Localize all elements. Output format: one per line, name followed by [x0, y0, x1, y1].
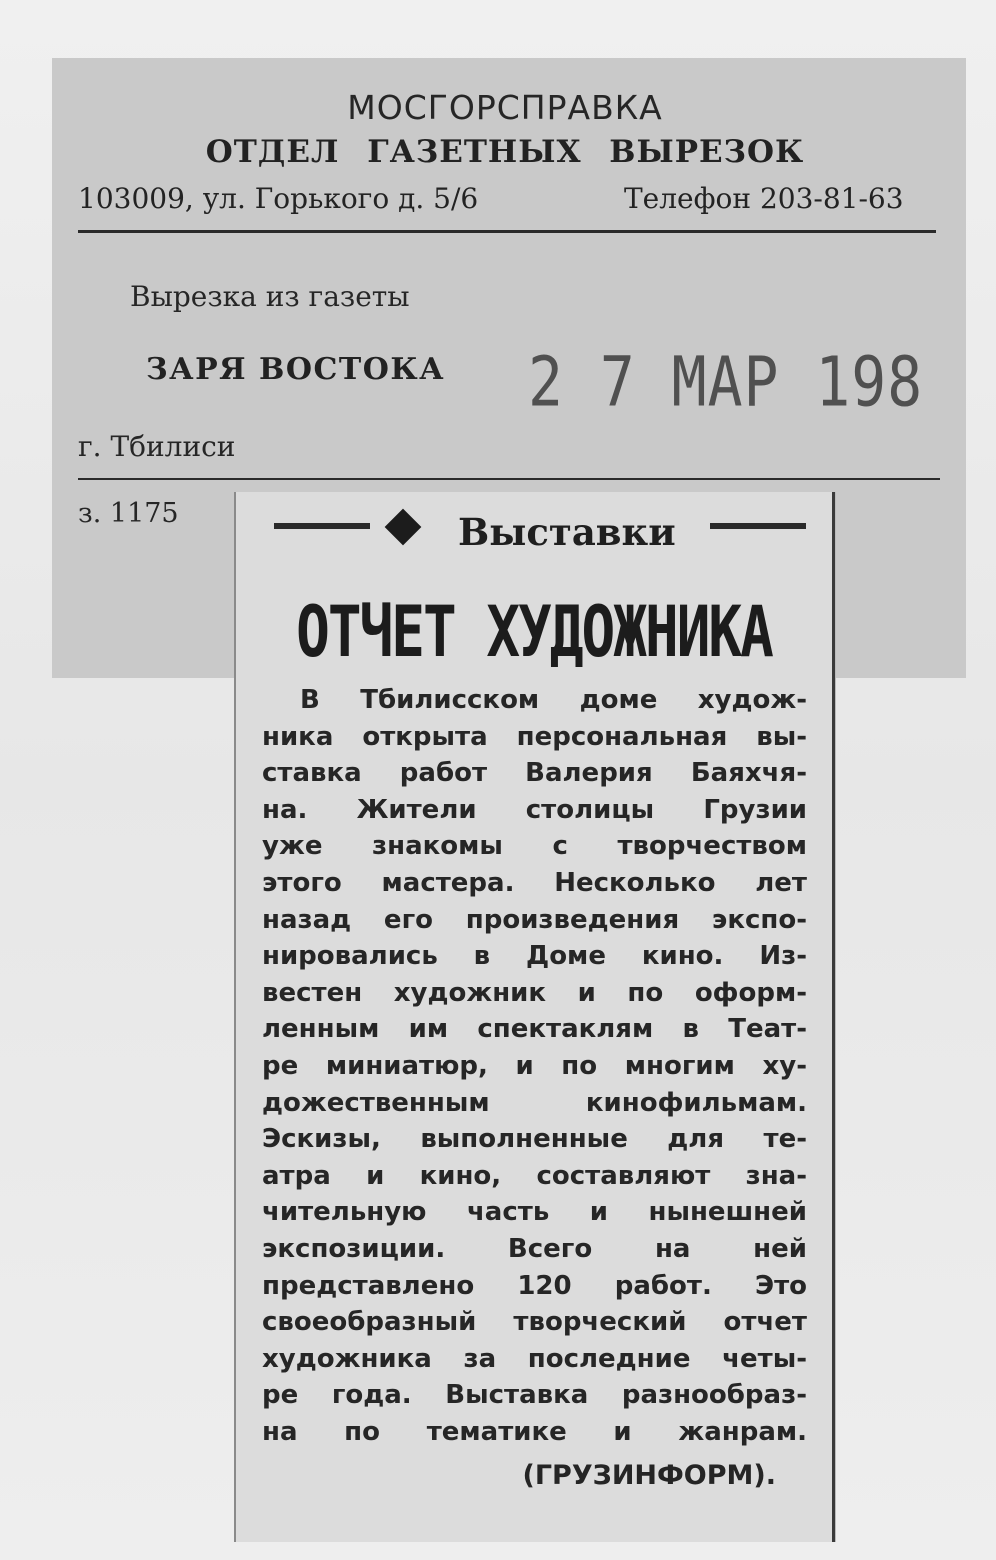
- article-line: на по тематике и жанрам.: [262, 1416, 807, 1447]
- rubric-title: Выставки: [458, 510, 676, 554]
- article-source: (ГРУЗИНФОРМ).: [522, 1460, 776, 1491]
- rubric-rule-right: [710, 523, 806, 529]
- phone-line: Телефон 203-81-63: [624, 182, 904, 215]
- address-line: 103009, ул. Горького д. 5/6: [78, 182, 479, 215]
- diamond-icon: [385, 509, 422, 546]
- article-line: нировались в Доме кино. Из-: [262, 941, 807, 972]
- clipping-from-label: Вырезка из газеты: [130, 280, 410, 313]
- article-line: вестен художник и по оформ-: [262, 977, 807, 1008]
- article-line: экспозиции. Всего на ней: [262, 1233, 807, 1264]
- article-line: уже знакомы с творчеством: [262, 831, 807, 862]
- article-line: дожественным кинофильмам.: [262, 1087, 807, 1118]
- article-line: представлено 120 работ. Это: [262, 1270, 807, 1301]
- department-name: ОТДЕЛ ГАЗЕТНЫХ ВЫРЕЗОК: [205, 134, 805, 170]
- order-number: з. 1175: [78, 498, 179, 529]
- rubric-rule-left: [274, 523, 370, 529]
- article-line: В Тбилисском доме худож-: [300, 685, 807, 715]
- rubric-header: [236, 510, 832, 566]
- header-divider: [78, 230, 936, 233]
- article-body: [262, 682, 807, 1450]
- article-line: назад его произведения экспо-: [262, 904, 807, 935]
- article-line: на. Жители столицы Грузии: [262, 794, 807, 825]
- article-headline: ОТЧЕТ ХУДОЖНИКА: [296, 592, 772, 674]
- article-line: своеобразный творческий отчет: [262, 1307, 807, 1338]
- article-line: Эскизы, выполненные для те-: [262, 1124, 807, 1155]
- article-line: художника за последние четы-: [262, 1343, 807, 1374]
- city-line: г. Тбилиси: [78, 430, 236, 463]
- article-line: ставка работ Валерия Баяхчя-: [262, 758, 807, 789]
- newspaper-clipping: [234, 492, 835, 1542]
- article-line: атра и кино, составляют зна-: [262, 1160, 807, 1191]
- article-line: ре миниатюр, и по многим ху-: [262, 1050, 807, 1081]
- article-line: ленным им спектаклям в Теат-: [262, 1014, 807, 1045]
- article-line: ника открыта персональная вы-: [262, 721, 807, 752]
- date-stamp: 2 7 МАР 198: [528, 342, 924, 423]
- article-line: этого мастера. Несколько лет: [262, 867, 807, 898]
- article-line: ре года. Выставка разнообраз-: [262, 1380, 807, 1411]
- newspaper-name: ЗАРЯ ВОСТОКА: [146, 352, 446, 387]
- organization-name: МОСГОРСПРАВКА: [347, 88, 663, 127]
- form-divider: [78, 478, 940, 480]
- article-line: чительную часть и нынешней: [262, 1197, 807, 1228]
